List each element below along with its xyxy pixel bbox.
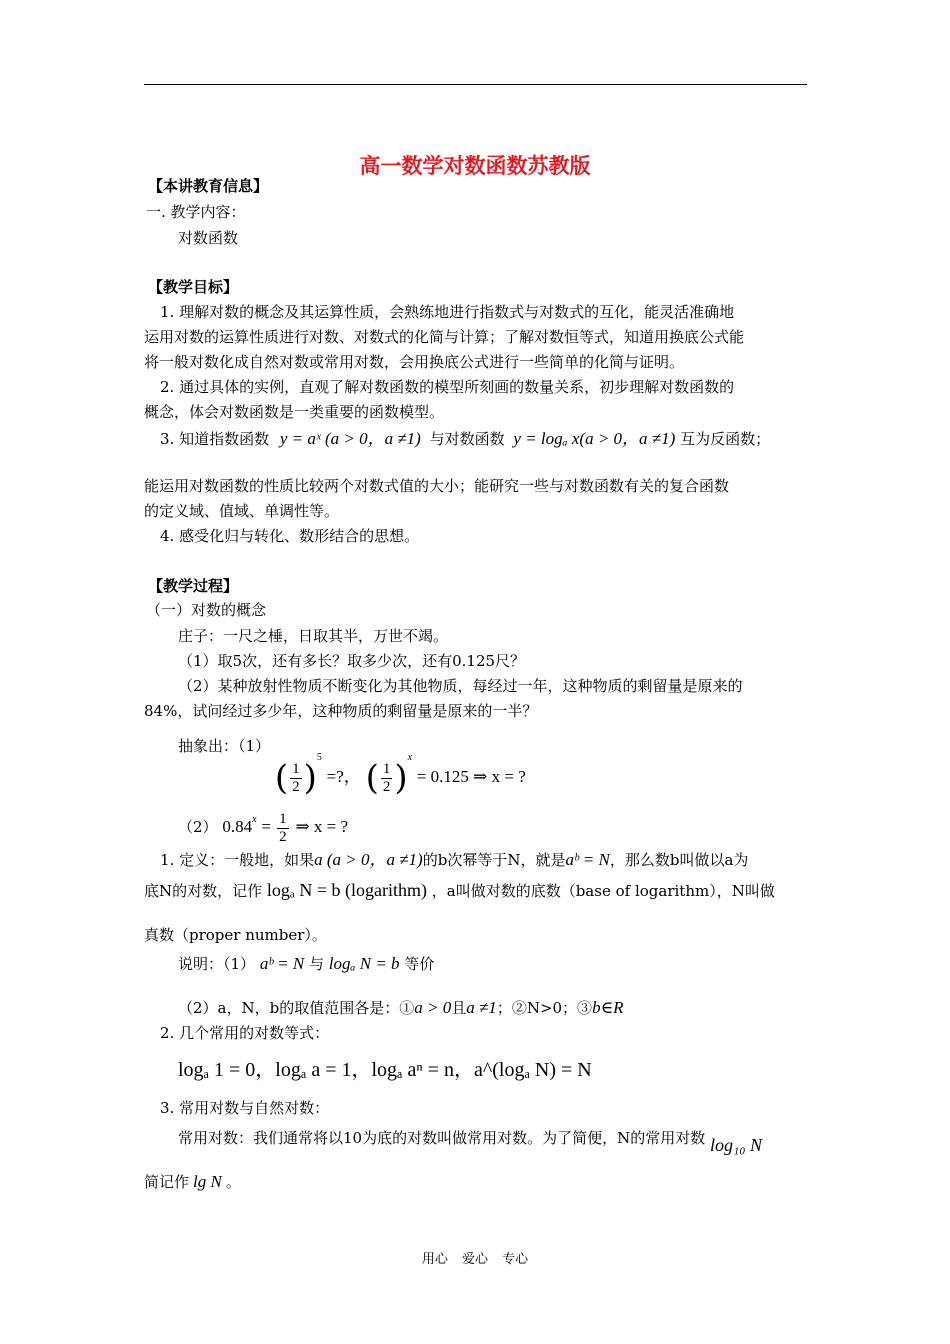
base-0.84: 0.84	[222, 817, 253, 836]
abstraction-eq: =	[261, 817, 276, 836]
goal3-text-a: 3. 知道指数函数	[160, 430, 270, 448]
note2-text-c: ；②N>0；③	[496, 999, 593, 1017]
goal3-line3: 的定义域、值域、单调性等。	[144, 502, 340, 520]
right-paren: )	[303, 758, 317, 798]
formula-a-positive: a > 0	[414, 998, 452, 1017]
common-log-line2	[144, 1172, 241, 1192]
fraction-one-half: $\frac{1}{2}$	[292, 760, 300, 795]
goal2-line1: 2. 通过具体的实例，直观了解对数函数的模型所刻画的数量关系，初步理解对数函数的	[160, 378, 735, 396]
common-log2-text-a: 简记作	[144, 1173, 190, 1191]
formula-power-form: aᵇ = N	[259, 954, 305, 973]
formula-lg: lg N	[193, 1172, 222, 1191]
left-paren: (	[274, 758, 289, 798]
formula-log-definition: logₐ N = b (logarithm)	[266, 880, 427, 900]
definition2-text-a: 底N的对数，记作	[144, 882, 263, 900]
page-footer: 用心 爱心 专心	[421, 1252, 529, 1267]
formula-exponential-function: y = aˣ (a > 0，a ≠1)	[279, 429, 421, 448]
zhuangzi-quote: 庄子：一尺之棰，日取其半，万世不竭。	[178, 627, 449, 645]
abstraction-eq-2: = 0.125 ⇒ x = ?	[416, 767, 526, 786]
content-value: 对数函数	[178, 229, 239, 247]
exponent-5: 5	[316, 752, 322, 763]
abstraction-line-1	[178, 736, 526, 798]
fraction-one-half: $\frac{1}{2}$	[382, 760, 391, 795]
right-paren: )	[394, 758, 408, 798]
section-heading-process: 【教学过程】	[148, 577, 239, 595]
goal1-line1: 1. 理解对数的概念及其运算性质，会熟练地进行指数式与对数式的互化，能灵活准确地	[160, 303, 735, 321]
goal3-line2: 能运用对数函数的性质比较两个对数式值的大小；能研究一些与对数函数有关的复合函数	[144, 477, 730, 495]
exponent-x: x	[252, 814, 257, 825]
question-2-line2: 84%，试问经过多少年，这种物质的剩留量是原来的一半？	[144, 702, 538, 720]
formula-log-form: logₐ N = b	[328, 954, 400, 973]
note-text-c: 等价	[404, 955, 435, 973]
abstraction-label-1: 抽象出：（1）	[178, 737, 271, 755]
common-log2-text-b: 。	[225, 1173, 241, 1191]
note-text-a: 说明：（1）	[178, 955, 256, 973]
formula-a-not-one: a ≠1	[466, 998, 497, 1017]
definition-text-a: 1. 定义：一般地，如果	[160, 851, 315, 869]
note-line1	[178, 950, 434, 978]
abstraction-line-2	[178, 800, 349, 845]
goal3-text-c: 互为反函数；	[680, 430, 771, 448]
page-title: 高一数学对数函数苏教版	[359, 154, 591, 178]
definition-line3: 真数（proper number）。	[144, 926, 327, 944]
common-log-text: 常用对数：我们通常将以10为底的对数叫做常用对数。为了简便，N的常用对数	[178, 1129, 706, 1147]
content-label: 一. 教学内容：	[146, 203, 246, 221]
common-log-line1	[178, 1124, 762, 1159]
section-heading-info: 【本讲教育信息】	[148, 177, 269, 195]
left-paren: (	[365, 758, 379, 798]
definition-text-b: 的b次幂等于N，就是	[422, 851, 566, 869]
identities-label: 2. 几个常用的对数等式：	[160, 1024, 330, 1042]
abstraction-label-2: （2）	[178, 818, 218, 836]
definition-line1	[160, 850, 748, 870]
question-2-line1: （2）某种放射性物质不断变化为其他物质，每经过一年，这种物质的剩留量是原来的	[178, 677, 743, 695]
note2-text-a: （2）a，N，b的取值范围各是：①	[178, 999, 415, 1017]
note-text-b: 与	[309, 955, 325, 973]
note2-text-b: 且	[451, 999, 467, 1017]
common-log-label: 3. 常用对数与自然对数：	[160, 1099, 330, 1117]
subsection-log-concept: （一）对数的概念	[146, 601, 267, 619]
header-rule	[144, 84, 807, 85]
goal3-line1	[160, 429, 770, 449]
formula-power-eq: aᵇ = N	[565, 850, 610, 869]
section-heading-goals: 【教学目标】	[148, 278, 239, 296]
formula-b-real: b∈R	[592, 998, 624, 1017]
formula-log10: log₁₀ N	[710, 1135, 763, 1155]
note-line2	[178, 998, 624, 1018]
question-1: （1）取5次，还有多长？取多少次，还有0.125尺？	[178, 652, 526, 670]
formula-base-condition: a (a > 0，a ≠1)	[314, 850, 423, 869]
abstraction-eq-1: =?，	[326, 767, 361, 786]
definition-line2	[144, 876, 775, 905]
fraction-one-half: $\frac{1}{2}$	[279, 810, 287, 845]
goal1-line3: 将一般对数化成自然对数或常用对数，会用换底公式进行一些简单的化简与证明。	[144, 353, 685, 371]
goal4-line: 4. 感受化归与转化、数形结合的思想。	[160, 527, 420, 545]
definition-text-c: ，那么数b叫做以a为	[609, 851, 749, 869]
abstraction-tail: ⇒ x = ?	[295, 817, 349, 836]
goal1-line2: 运用对数的运算性质进行对数、对数式的化简与计算；了解对数恒等式，知道用换底公式能	[144, 328, 745, 346]
goal3-text-b: 与对数函数	[429, 430, 505, 448]
exponent-x: x	[407, 752, 413, 763]
formula-log-function: y = logₐ x(a > 0，a ≠1)	[513, 429, 676, 448]
goal2-line2: 概念，体会对数函数是一类重要的函数模型。	[144, 403, 445, 421]
definition2-text-b: ，a叫做对数的底数（base of logarithm），N叫做	[431, 882, 775, 900]
formula-log-identities: logₐ 1 = 0，logₐ a = 1，logₐ aⁿ = n，a^(logₐ N) = N	[178, 1059, 592, 1081]
